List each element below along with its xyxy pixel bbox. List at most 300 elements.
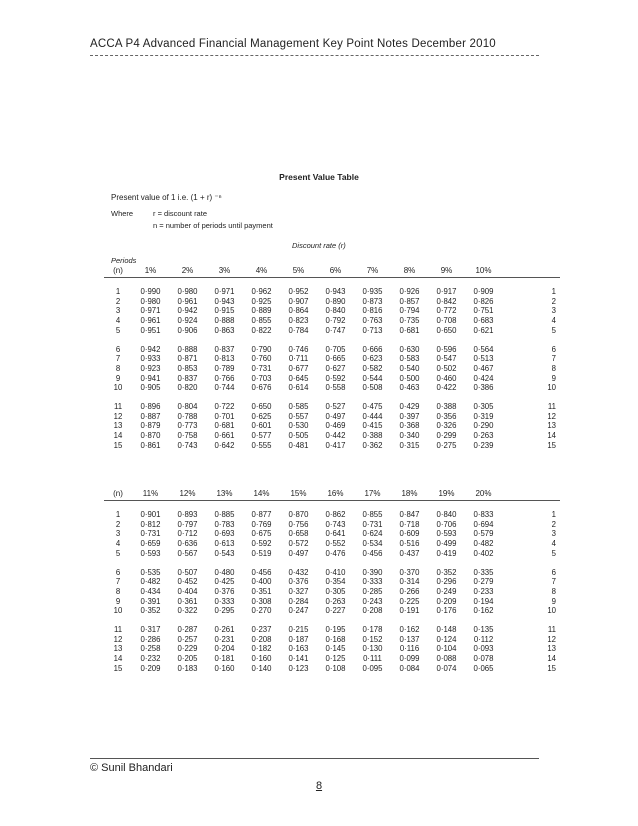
rate-header: 18% bbox=[391, 487, 428, 501]
value-cell: 0·962 bbox=[251, 287, 272, 296]
rate-header: 20% bbox=[465, 487, 502, 501]
value-cell: 0·915 bbox=[214, 306, 235, 316]
value-cell: 0·747 bbox=[325, 325, 346, 335]
table-row bbox=[104, 421, 560, 431]
value-cell: 0·299 bbox=[436, 431, 457, 441]
value-cell: 0·582 bbox=[362, 363, 383, 373]
value-cell: 0·901 bbox=[140, 510, 161, 519]
value-cell: 0·614 bbox=[288, 383, 309, 393]
table-row bbox=[104, 383, 560, 393]
value-cell: 0·505 bbox=[288, 431, 309, 441]
period-cell: 14 bbox=[113, 654, 123, 664]
rate-header: 16% bbox=[317, 487, 354, 501]
value-cell: 0·500 bbox=[399, 373, 420, 383]
value-cell: 0·907 bbox=[288, 296, 309, 306]
value-cell: 0·231 bbox=[214, 634, 235, 644]
value-cell: 0·627 bbox=[325, 363, 346, 373]
value-cell: 0·683 bbox=[473, 316, 494, 326]
value-cell: 0·675 bbox=[251, 529, 272, 539]
value-cell: 0·923 bbox=[140, 363, 161, 373]
period-cell: 1 bbox=[115, 287, 121, 296]
period-cell: 13 bbox=[113, 644, 123, 654]
value-cell: 0·837 bbox=[177, 373, 198, 383]
value-cell: 0·480 bbox=[214, 567, 235, 577]
value-cell: 0·888 bbox=[177, 344, 198, 354]
rate-header: 10% bbox=[465, 264, 502, 278]
value-cell: 0·284 bbox=[288, 596, 309, 606]
footer-divider bbox=[90, 758, 539, 759]
value-cell: 0·258 bbox=[140, 644, 161, 654]
value-cell: 0·437 bbox=[399, 548, 420, 558]
value-cell: 0·706 bbox=[436, 519, 457, 529]
value-cell: 0·933 bbox=[140, 354, 161, 364]
value-cell: 0·760 bbox=[251, 354, 272, 364]
table-row bbox=[104, 529, 560, 539]
value-cell: 0·857 bbox=[399, 296, 420, 306]
value-cell: 0·088 bbox=[436, 654, 457, 664]
table-row bbox=[104, 297, 560, 307]
value-cell: 0·666 bbox=[362, 344, 383, 354]
spacer-row bbox=[104, 501, 560, 511]
blank-header bbox=[502, 487, 560, 501]
value-cell: 0·397 bbox=[399, 411, 420, 421]
value-cell: 0·481 bbox=[288, 440, 309, 450]
value-cell: 0·463 bbox=[399, 383, 420, 393]
value-cell: 0·906 bbox=[177, 325, 198, 335]
value-cell: 0·191 bbox=[399, 606, 420, 616]
value-cell: 0·362 bbox=[362, 440, 383, 450]
value-cell: 0·257 bbox=[177, 634, 198, 644]
period-cell: 7 bbox=[115, 354, 121, 364]
value-cell: 0·816 bbox=[362, 306, 383, 316]
table-row bbox=[104, 326, 560, 336]
value-cell: 0·613 bbox=[214, 539, 235, 549]
value-cell: 0·641 bbox=[325, 529, 346, 539]
period-cell-right: 5 bbox=[551, 548, 556, 558]
value-cell: 0·751 bbox=[473, 306, 494, 316]
value-cell: 0·942 bbox=[177, 306, 198, 316]
period-cell-right: 10 bbox=[547, 606, 556, 616]
n-header: (n) bbox=[104, 264, 132, 278]
value-cell: 0·650 bbox=[251, 402, 272, 412]
period-cell: 11 bbox=[113, 625, 123, 635]
value-cell: 0·935 bbox=[362, 287, 383, 296]
value-cell: 0·429 bbox=[399, 402, 420, 412]
value-cell: 0·711 bbox=[288, 354, 309, 364]
value-cell: 0·460 bbox=[436, 373, 457, 383]
rate-header: 6% bbox=[317, 264, 354, 278]
rate-header: 1% bbox=[132, 264, 169, 278]
value-cell: 0·263 bbox=[325, 596, 346, 606]
pv-table-11-20 bbox=[104, 487, 560, 674]
table-row bbox=[104, 597, 560, 607]
value-cell: 0·855 bbox=[251, 316, 272, 326]
value-cell: 0·424 bbox=[473, 373, 494, 383]
rate-header: 12% bbox=[169, 487, 206, 501]
value-cell: 0·095 bbox=[362, 663, 383, 673]
value-cell: 0·873 bbox=[362, 296, 383, 306]
value-cell: 0·145 bbox=[325, 644, 346, 654]
value-cell: 0·204 bbox=[214, 644, 235, 654]
value-cell: 0·209 bbox=[436, 596, 457, 606]
value-cell: 0·065 bbox=[473, 663, 494, 673]
rate-header: 14% bbox=[243, 487, 280, 501]
value-cell: 0·971 bbox=[140, 306, 161, 316]
value-cell: 0·555 bbox=[251, 440, 272, 450]
value-cell: 0·317 bbox=[140, 625, 161, 635]
period-cell-right: 1 bbox=[551, 287, 556, 296]
value-cell: 0·642 bbox=[214, 440, 235, 450]
value-cell: 0·335 bbox=[473, 567, 494, 577]
value-cell: 0·078 bbox=[473, 654, 494, 664]
value-cell: 0·789 bbox=[214, 363, 235, 373]
table-row bbox=[104, 606, 560, 616]
value-cell: 0·508 bbox=[362, 383, 383, 393]
table-row bbox=[104, 625, 560, 635]
value-cell: 0·743 bbox=[325, 519, 346, 529]
value-cell: 0·249 bbox=[436, 586, 457, 596]
value-cell: 0·840 bbox=[325, 306, 346, 316]
table-row bbox=[104, 316, 560, 326]
value-cell: 0·415 bbox=[362, 421, 383, 431]
value-cell: 0·783 bbox=[214, 519, 235, 529]
value-cell: 0·208 bbox=[362, 606, 383, 616]
period-cell: 15 bbox=[113, 440, 123, 450]
value-cell: 0·239 bbox=[473, 440, 494, 450]
value-cell: 0·502 bbox=[436, 363, 457, 373]
table-row bbox=[104, 510, 560, 520]
value-cell: 0·592 bbox=[251, 539, 272, 549]
table-row bbox=[104, 577, 560, 587]
rate-header: 19% bbox=[428, 487, 465, 501]
value-cell: 0·701 bbox=[214, 411, 235, 421]
value-cell: 0·636 bbox=[177, 539, 198, 549]
period-cell-right: 13 bbox=[547, 421, 556, 431]
value-cell: 0·596 bbox=[436, 344, 457, 354]
period-cell-right: 6 bbox=[551, 344, 556, 354]
value-cell: 0·308 bbox=[251, 596, 272, 606]
value-cell: 0·425 bbox=[214, 577, 235, 587]
value-cell: 0·205 bbox=[177, 654, 198, 664]
value-cell: 0·540 bbox=[399, 363, 420, 373]
value-cell: 0·195 bbox=[325, 625, 346, 635]
value-cell: 0·162 bbox=[399, 625, 420, 635]
value-cell: 0·497 bbox=[288, 548, 309, 558]
value-cell: 0·564 bbox=[473, 344, 494, 354]
value-cell: 0·116 bbox=[399, 644, 420, 654]
period-cell: 6 bbox=[115, 344, 121, 354]
value-cell: 0·513 bbox=[473, 354, 494, 364]
value-cell: 0·419 bbox=[436, 548, 457, 558]
value-cell: 0·766 bbox=[214, 373, 235, 383]
value-cell: 0·681 bbox=[214, 421, 235, 431]
value-cell: 0·507 bbox=[177, 567, 198, 577]
value-cell: 0·593 bbox=[140, 548, 161, 558]
value-cell: 0·772 bbox=[436, 306, 457, 316]
where-label: Where bbox=[111, 209, 134, 218]
value-cell: 0·467 bbox=[473, 363, 494, 373]
value-cell: 0·527 bbox=[325, 402, 346, 412]
where-r-text: r = discount rate bbox=[153, 209, 207, 218]
value-cell: 0·305 bbox=[473, 402, 494, 412]
value-cell: 0·469 bbox=[325, 421, 346, 431]
value-cell: 0·961 bbox=[140, 316, 161, 326]
value-cell: 0·694 bbox=[473, 519, 494, 529]
value-cell: 0·889 bbox=[251, 306, 272, 316]
period-cell-right: 12 bbox=[547, 411, 556, 421]
value-cell: 0·074 bbox=[436, 663, 457, 673]
period-cell: 8 bbox=[115, 586, 121, 596]
period-cell: 3 bbox=[115, 306, 121, 316]
value-cell: 0·784 bbox=[288, 325, 309, 335]
value-cell: 0·400 bbox=[251, 577, 272, 587]
value-cell: 0·319 bbox=[473, 411, 494, 421]
value-cell: 0·952 bbox=[288, 287, 309, 296]
value-cell: 0·225 bbox=[399, 596, 420, 606]
value-cell: 0·677 bbox=[288, 363, 309, 373]
period-cell: 9 bbox=[115, 373, 121, 383]
value-cell: 0·125 bbox=[325, 654, 346, 664]
value-cell: 0·769 bbox=[251, 519, 272, 529]
value-cell: 0·794 bbox=[399, 306, 420, 316]
value-cell: 0·279 bbox=[473, 577, 494, 587]
value-cell: 0·790 bbox=[251, 344, 272, 354]
value-cell: 0·296 bbox=[436, 577, 457, 587]
value-cell: 0·111 bbox=[363, 654, 382, 664]
value-cell: 0·567 bbox=[177, 548, 198, 558]
value-cell: 0·535 bbox=[140, 567, 161, 577]
rate-header: 11% bbox=[132, 487, 169, 501]
value-cell: 0·585 bbox=[288, 402, 309, 412]
value-cell: 0·432 bbox=[288, 567, 309, 577]
period-cell-right: 1 bbox=[551, 510, 556, 519]
value-cell: 0·861 bbox=[140, 440, 161, 450]
table-row bbox=[104, 635, 560, 645]
value-cell: 0·579 bbox=[473, 529, 494, 539]
value-cell: 0·137 bbox=[399, 634, 420, 644]
value-cell: 0·703 bbox=[251, 373, 272, 383]
value-cell: 0·624 bbox=[362, 529, 383, 539]
value-cell: 0·804 bbox=[177, 402, 198, 412]
value-cell: 0·731 bbox=[362, 519, 383, 529]
value-cell: 0·182 bbox=[251, 644, 272, 654]
value-cell: 0·499 bbox=[436, 539, 457, 549]
value-cell: 0·247 bbox=[288, 606, 309, 616]
value-cell: 0·390 bbox=[362, 567, 383, 577]
value-cell: 0·792 bbox=[325, 316, 346, 326]
value-cell: 0·534 bbox=[362, 539, 383, 549]
value-cell: 0·909 bbox=[473, 287, 494, 296]
value-cell: 0·368 bbox=[399, 421, 420, 431]
value-cell: 0·140 bbox=[251, 663, 272, 673]
table-row bbox=[104, 568, 560, 578]
value-cell: 0·822 bbox=[251, 325, 272, 335]
period-cell-right: 7 bbox=[551, 577, 556, 587]
value-cell: 0·896 bbox=[140, 402, 161, 412]
period-cell: 14 bbox=[113, 431, 123, 441]
value-cell: 0·609 bbox=[399, 529, 420, 539]
value-cell: 0·148 bbox=[436, 625, 457, 635]
rate-header: 15% bbox=[280, 487, 317, 501]
table-row bbox=[104, 520, 560, 530]
period-cell: 3 bbox=[115, 529, 121, 539]
pv-table-1-10 bbox=[104, 264, 560, 451]
value-cell: 0·863 bbox=[214, 325, 235, 335]
value-cell: 0·744 bbox=[214, 383, 235, 393]
value-cell: 0·735 bbox=[399, 316, 420, 326]
value-cell: 0·315 bbox=[399, 440, 420, 450]
value-cell: 0·187 bbox=[288, 634, 309, 644]
value-cell: 0·708 bbox=[436, 316, 457, 326]
discount-rate-label: Discount rate (r) bbox=[292, 241, 346, 250]
value-cell: 0·093 bbox=[473, 644, 494, 654]
period-cell-right: 15 bbox=[547, 663, 556, 673]
value-cell: 0·544 bbox=[362, 373, 383, 383]
value-cell: 0·925 bbox=[251, 296, 272, 306]
value-cell: 0·333 bbox=[362, 577, 383, 587]
period-cell-right: 3 bbox=[551, 529, 556, 539]
value-cell: 0·305 bbox=[325, 586, 346, 596]
value-cell: 0·756 bbox=[288, 519, 309, 529]
value-cell: 0·237 bbox=[251, 625, 272, 635]
value-cell: 0·263 bbox=[473, 431, 494, 441]
value-cell: 0·552 bbox=[325, 539, 346, 549]
period-cell-right: 8 bbox=[551, 586, 556, 596]
period-cell-right: 13 bbox=[547, 644, 556, 654]
value-cell: 0·681 bbox=[399, 325, 420, 335]
value-cell: 0·229 bbox=[177, 644, 198, 654]
value-cell: 0·593 bbox=[436, 529, 457, 539]
value-cell: 0·812 bbox=[140, 519, 161, 529]
value-cell: 0·877 bbox=[251, 510, 272, 519]
value-cell: 0·162 bbox=[473, 606, 494, 616]
value-cell: 0·665 bbox=[325, 354, 346, 364]
document-header: ACCA P4 Advanced Financial Management Key Point Notes December 2010 bbox=[90, 38, 496, 50]
value-cell: 0·209 bbox=[140, 663, 161, 673]
value-cell: 0·833 bbox=[473, 510, 494, 519]
copyright-text: © Sunil Bhandari bbox=[90, 762, 173, 774]
period-cell-right: 14 bbox=[547, 431, 556, 441]
value-cell: 0·410 bbox=[325, 567, 346, 577]
value-cell: 0·444 bbox=[362, 411, 383, 421]
value-cell: 0·388 bbox=[362, 431, 383, 441]
value-cell: 0·621 bbox=[473, 325, 494, 335]
period-cell-right: 12 bbox=[547, 634, 556, 644]
table-row bbox=[104, 374, 560, 384]
value-cell: 0·659 bbox=[140, 539, 161, 549]
value-cell: 0·275 bbox=[436, 440, 457, 450]
value-cell: 0·592 bbox=[325, 373, 346, 383]
value-cell: 0·482 bbox=[473, 539, 494, 549]
value-cell: 0·840 bbox=[436, 510, 457, 519]
value-cell: 0·558 bbox=[325, 383, 346, 393]
spacer-row bbox=[104, 278, 560, 288]
period-cell: 9 bbox=[115, 596, 121, 606]
value-cell: 0·456 bbox=[251, 567, 272, 577]
table-row bbox=[104, 431, 560, 441]
period-cell-right: 8 bbox=[551, 363, 556, 373]
value-cell: 0·178 bbox=[362, 625, 383, 635]
table-row bbox=[104, 654, 560, 664]
value-cell: 0·516 bbox=[399, 539, 420, 549]
value-cell: 0·888 bbox=[214, 316, 235, 326]
group-gap bbox=[104, 336, 560, 345]
value-cell: 0·476 bbox=[325, 548, 346, 558]
period-cell: 11 bbox=[113, 402, 123, 412]
value-cell: 0·941 bbox=[140, 373, 161, 383]
table-row bbox=[104, 354, 560, 364]
table-header-row bbox=[104, 487, 560, 501]
value-cell: 0·104 bbox=[436, 644, 457, 654]
value-cell: 0·853 bbox=[177, 363, 198, 373]
value-cell: 0·243 bbox=[362, 596, 383, 606]
value-cell: 0·370 bbox=[399, 567, 420, 577]
formula-text: Present value of 1 i.e. (1 + r) ⁻ⁿ bbox=[111, 193, 222, 202]
value-cell: 0·601 bbox=[251, 421, 272, 431]
value-cell: 0·980 bbox=[140, 296, 161, 306]
period-cell: 2 bbox=[115, 296, 121, 306]
value-cell: 0·926 bbox=[399, 287, 420, 296]
value-cell: 0·650 bbox=[436, 325, 457, 335]
table-row bbox=[104, 306, 560, 316]
value-cell: 0·176 bbox=[436, 606, 457, 616]
value-cell: 0·572 bbox=[288, 539, 309, 549]
period-cell: 13 bbox=[113, 421, 123, 431]
value-cell: 0·322 bbox=[177, 606, 198, 616]
value-cell: 0·286 bbox=[140, 634, 161, 644]
value-cell: 0·630 bbox=[399, 344, 420, 354]
rate-header: 17% bbox=[354, 487, 391, 501]
value-cell: 0·773 bbox=[177, 421, 198, 431]
value-cell: 0·813 bbox=[214, 354, 235, 364]
value-cell: 0·625 bbox=[251, 411, 272, 421]
value-cell: 0·434 bbox=[140, 586, 161, 596]
value-cell: 0·130 bbox=[362, 644, 383, 654]
rate-header: 13% bbox=[206, 487, 243, 501]
header-divider bbox=[90, 55, 539, 56]
table-row bbox=[104, 287, 560, 297]
value-cell: 0·402 bbox=[473, 548, 494, 558]
value-cell: 0·099 bbox=[399, 654, 420, 664]
value-cell: 0·577 bbox=[251, 431, 272, 441]
where-n-text: n = number of periods until payment bbox=[153, 221, 273, 230]
value-cell: 0·417 bbox=[325, 440, 346, 450]
value-cell: 0·376 bbox=[288, 577, 309, 587]
value-cell: 0·290 bbox=[473, 421, 494, 431]
period-cell: 6 bbox=[115, 567, 121, 577]
value-cell: 0·084 bbox=[399, 663, 420, 673]
value-cell: 0·112 bbox=[473, 634, 494, 644]
value-cell: 0·352 bbox=[140, 606, 161, 616]
value-cell: 0·285 bbox=[362, 586, 383, 596]
period-cell-right: 4 bbox=[551, 316, 556, 326]
table-row bbox=[104, 644, 560, 654]
value-cell: 0·326 bbox=[436, 421, 457, 431]
value-cell: 0·557 bbox=[288, 411, 309, 421]
value-cell: 0·951 bbox=[140, 325, 161, 335]
value-cell: 0·864 bbox=[288, 306, 309, 316]
value-cell: 0·108 bbox=[325, 663, 346, 673]
where-line-r bbox=[111, 209, 207, 218]
value-cell: 0·961 bbox=[177, 296, 198, 306]
value-cell: 0·482 bbox=[140, 577, 161, 587]
value-cell: 0·391 bbox=[140, 596, 161, 606]
period-cell: 7 bbox=[115, 577, 121, 587]
value-cell: 0·847 bbox=[399, 510, 420, 519]
group-gap bbox=[104, 393, 560, 402]
value-cell: 0·990 bbox=[140, 287, 161, 296]
period-cell-right: 2 bbox=[551, 296, 556, 306]
